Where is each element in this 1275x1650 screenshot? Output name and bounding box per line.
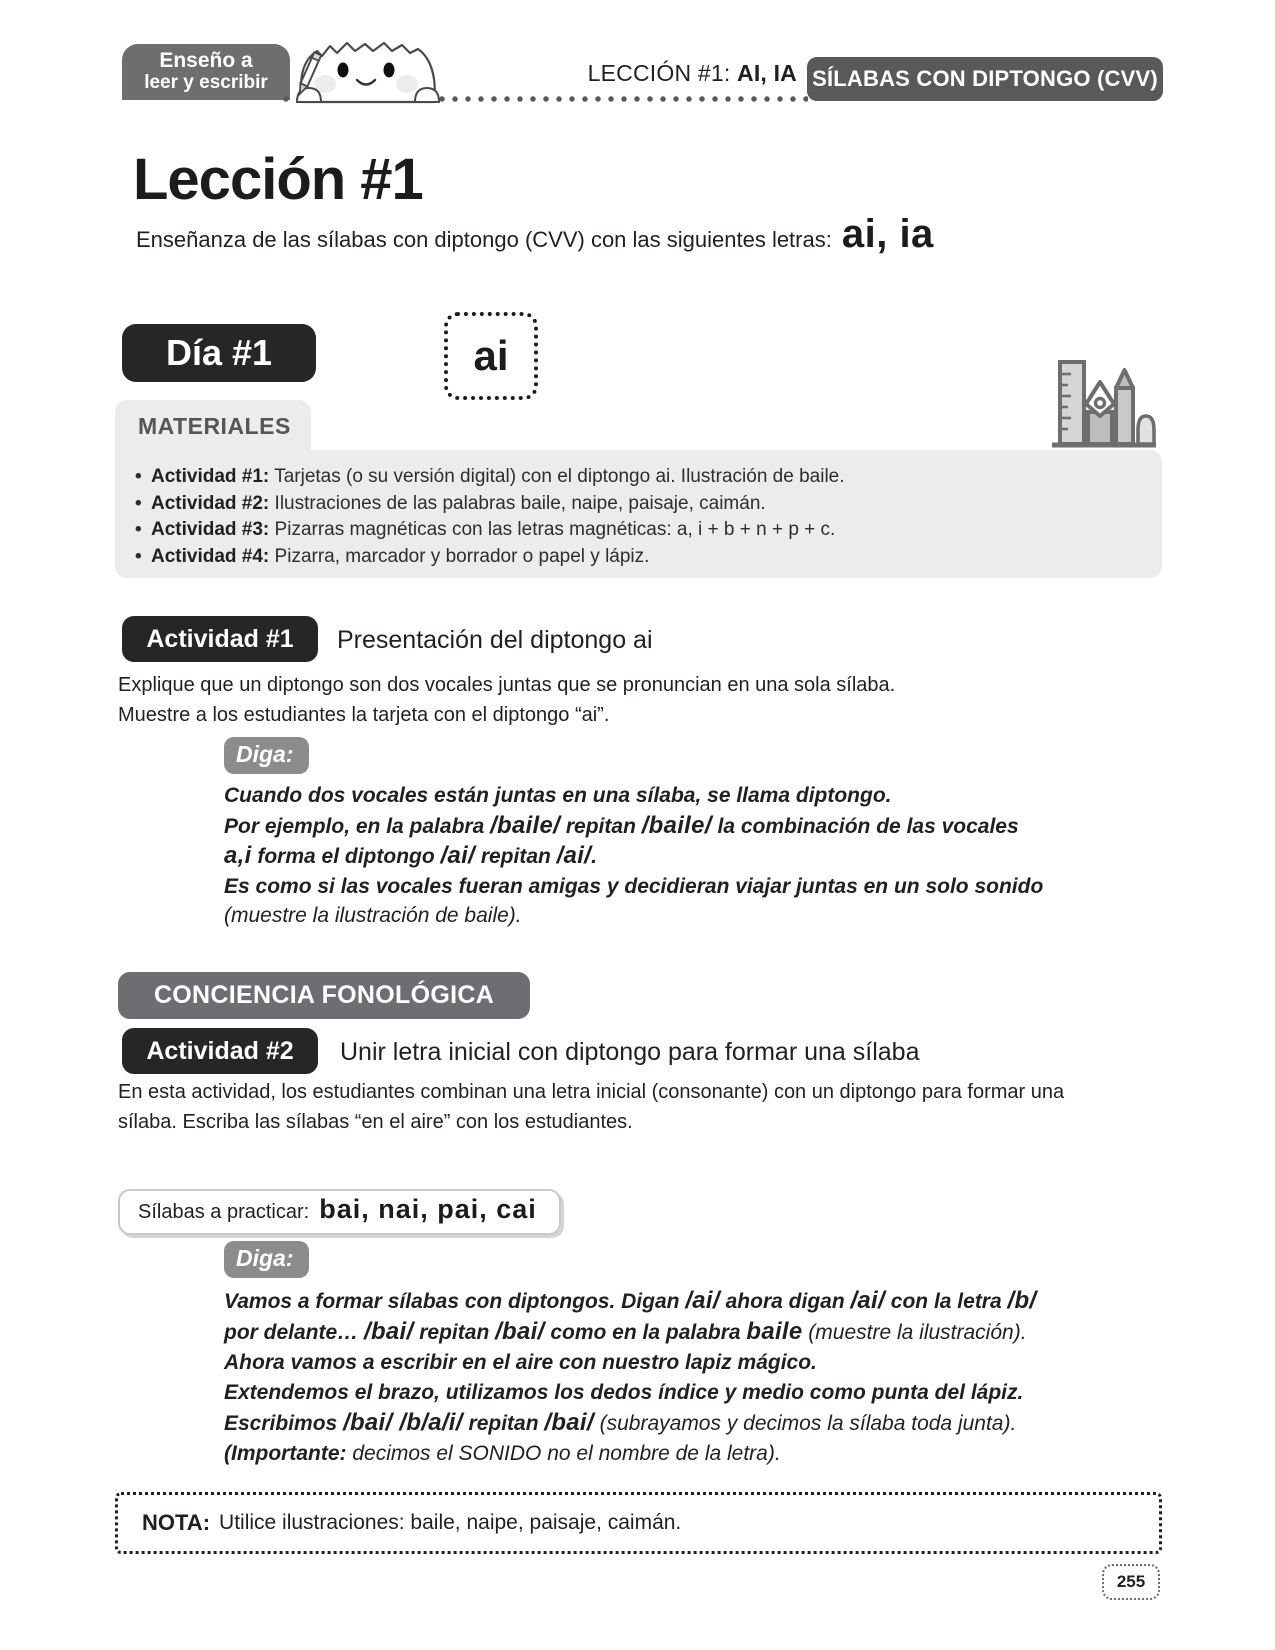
- note-box: [115, 1492, 1162, 1554]
- materials-heading: MATERIALES: [115, 400, 311, 452]
- page-title: Lección #1: [133, 147, 423, 212]
- materials-item: [135, 464, 1142, 491]
- say-line: (muestre la ilustración de baile).: [224, 904, 522, 927]
- say-line: a,i forma el diptongo /ai/ repitan /ai/.: [224, 842, 597, 869]
- say-line: Es como si las vocales fueran amigas y decidieran viajar juntas en un solo sonido: [224, 874, 1044, 898]
- syllables-label: Sílabas a practicar:: [138, 1201, 310, 1223]
- materials-item-text: Pizarra, marcador y borrador o papel y lápiz.: [269, 545, 650, 567]
- say-line: Extendemos el brazo, utilizamos los dedos índice y medio como punta del lápiz.: [224, 1381, 1024, 1404]
- brand-line1: Enseño a: [159, 49, 253, 73]
- section-title-badge: SÍLABAS CON DIPTONGO (CVV): [807, 57, 1163, 101]
- phonological-awareness-badge: CONCIENCIA FONOLÓGICA: [118, 972, 530, 1019]
- stationery-icon: [1052, 354, 1156, 450]
- say-badge: Diga:: [224, 737, 309, 774]
- note-label: NOTA:: [142, 1510, 211, 1535]
- say-badge: Diga:: [224, 1241, 309, 1278]
- activity1-intro-line: Muestre a los estudiantes la tarjeta con el diptongo “ai”.: [118, 704, 610, 726]
- activity1-say-script: [224, 781, 1174, 931]
- say-line: Ahora vamos a escribir en el aire con nuestro lapiz mágico.: [224, 1351, 817, 1374]
- say-line: Cuando dos vocales están juntas en una sílaba, se llama diptongo.: [224, 784, 892, 807]
- say-line: por delante… /bai/ repitan /bai/ como en la palabra baile (muestre la ilustración).: [224, 1318, 1027, 1345]
- brand-line2: leer y escribir: [144, 72, 268, 94]
- activity2-badge: Actividad #2: [122, 1028, 318, 1074]
- activity1-intro-line: Explique que un diptongo son dos vocales juntas que se pronuncian en una sola sílaba.: [118, 674, 896, 696]
- materials-list: [135, 464, 1142, 570]
- materials-item-label: Actividad #1:: [151, 466, 270, 487]
- activity1-heading: Presentación del diptongo ai: [337, 626, 653, 654]
- lesson-label-prefix: LECCIÓN #1:: [587, 60, 738, 86]
- note-text: Utilice ilustraciones: baile, naipe, paisaje, caimán.: [219, 1511, 682, 1534]
- activity2-intro: [118, 1077, 1168, 1137]
- materials-item: [135, 517, 1142, 544]
- subtitle-letters: ai, ia: [841, 212, 934, 256]
- say-line: (Importante: decimos el SONIDO no el nombre de la letra).: [224, 1442, 781, 1465]
- lesson-label: [400, 60, 797, 87]
- materials-item-label: Actividad #4:: [151, 545, 270, 567]
- materials-item: [135, 491, 1142, 518]
- diphthong-card: ai: [444, 312, 538, 400]
- subtitle-text: Enseñanza de las sílabas con diptongo (CVV) con las siguientes letras:: [136, 227, 832, 252]
- materials-item-label: Actividad #3:: [151, 519, 270, 540]
- say-line: Vamos a formar sílabas con diptongos. Digan /ai/ ahora digan /ai/ con la letra /b/: [224, 1287, 1037, 1314]
- materials-item: [135, 544, 1142, 571]
- materials-item-text: Pizarras magnéticas con las letras magnéticas: a, i + b + n + p + c.: [269, 519, 836, 540]
- materials-item-text: Tarjetas (o su versión digital) con el diptongo ai. Ilustración de baile.: [269, 466, 845, 487]
- activity2-intro-line: En esta actividad, los estudiantes combinan una letra inicial (consonante) con un diptongo para formar una: [118, 1081, 1065, 1103]
- activity2-heading: Unir letra inicial con diptongo para formar una sílaba: [340, 1038, 920, 1066]
- syllables-value: bai, nai, pai, cai: [319, 1194, 537, 1224]
- syllables-to-practice-box: [118, 1189, 561, 1235]
- activity2-intro-line: sílaba. Escriba las sílabas “en el aire” con los estudiantes.: [118, 1111, 633, 1133]
- materials-item-text: Ilustraciones de las palabras baile, naipe, paisaje, caimán.: [269, 492, 766, 514]
- brand-badge: [122, 44, 290, 100]
- say-line: Escribimos /bai/ /b/a/i/ repitan /bai/ (subrayamos y decimos la sílaba toda junta).: [224, 1409, 1017, 1436]
- say-line: Por ejemplo, en la palabra /baile/ repitan /baile/ la combinación de las vocales: [224, 811, 1019, 839]
- materials-box: [115, 450, 1162, 578]
- materials-item-label: Actividad #2:: [151, 492, 270, 514]
- activity1-intro: [118, 670, 1118, 730]
- lesson-label-letters: AI, IA: [737, 60, 797, 86]
- page-number: 255: [1102, 1564, 1160, 1600]
- day-badge: Día #1: [122, 324, 316, 382]
- page-subtitle: [136, 212, 934, 257]
- activity1-badge: Actividad #1: [122, 616, 318, 662]
- activity2-say-script: [224, 1286, 1174, 1469]
